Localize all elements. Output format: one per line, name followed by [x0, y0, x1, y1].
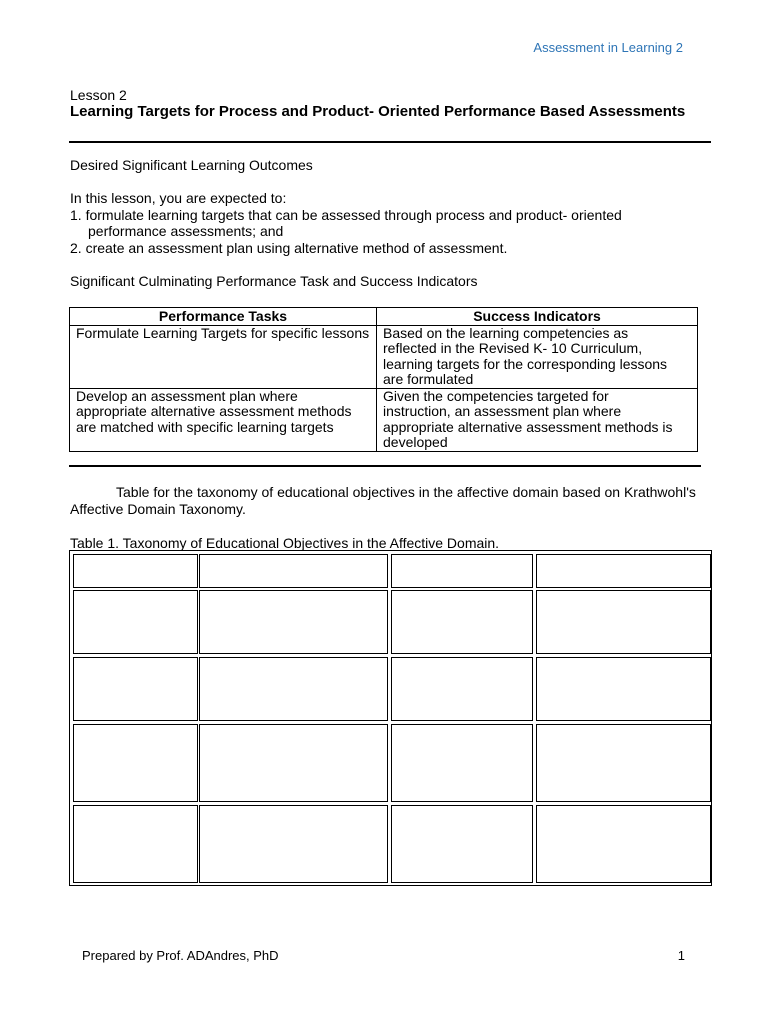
taxonomy-cell: [73, 554, 198, 588]
task-cell: [70, 325, 377, 388]
cell-line: Given the competencies targeted for: [383, 387, 609, 404]
taxonomy-cell: [536, 657, 711, 721]
cell-line: Develop an assessment plan where: [76, 387, 298, 404]
taxonomy-cell: [73, 590, 198, 654]
page-number: 1: [677, 948, 685, 963]
cell-line: appropriate alternative assessment methods is: [383, 418, 673, 435]
section-divider: [69, 465, 701, 467]
cell-line: reflected in the Revised K- 10 Curriculum,: [383, 340, 643, 356]
column-header: Performance Tasks: [70, 308, 377, 326]
indicator-cell: [377, 388, 698, 451]
task-section-heading: Significant Culminating Performance Task and Success Indicators: [70, 273, 478, 289]
cell-line: Based on the learning competencies as: [383, 324, 629, 341]
cell-line: developed: [383, 434, 448, 450]
cell-line: instruction, an assessment plan where: [383, 403, 622, 419]
taxonomy-cell: [73, 657, 198, 721]
cell-line: appropriate alternative assessment methods: [76, 403, 352, 419]
taxonomy-cell: [73, 724, 198, 802]
table-row: [70, 325, 698, 388]
taxonomy-cell: [73, 805, 198, 883]
taxonomy-cell: [199, 590, 388, 654]
table-caption: Table 1. Taxonomy of Educational Objectives in the Affective Domain.: [70, 535, 500, 551]
lesson-title: Learning Targets for Process and Product- Oriented Performance Based Assessments: [70, 103, 686, 120]
task-cell: [70, 388, 377, 451]
outcomes-intro: In this lesson, you are expected to:: [70, 190, 287, 206]
taxonomy-cell: [199, 657, 388, 721]
taxonomy-cell: [199, 554, 388, 588]
outcome-item-1: 1. formulate learning targets that can be assessed through process and product- oriented: [70, 207, 622, 223]
taxonomy-table: [69, 550, 712, 886]
performance-task-table: [69, 307, 698, 452]
taxonomy-paragraph: [70, 484, 710, 518]
taxonomy-cell: [391, 805, 533, 883]
taxonomy-cell: [391, 554, 533, 588]
indicator-cell: [377, 325, 698, 388]
outcomes-heading: Desired Significant Learning Outcomes: [70, 157, 313, 173]
taxonomy-cell: [536, 724, 711, 802]
taxonomy-cell: [391, 590, 533, 654]
outcome-item-2: 2. create an assessment plan using alternative method of assessment.: [70, 240, 508, 256]
cell-line: learning targets for the corresponding lessons: [383, 355, 668, 372]
title-divider: [69, 141, 711, 143]
cell-line: Formulate Learning Targets for specific lessons: [76, 324, 370, 341]
footer-prepared-by: Prepared by Prof. ADAndres, PhD: [82, 948, 279, 963]
taxonomy-cell: [391, 724, 533, 802]
paragraph-line: Affective Domain Taxonomy.: [70, 501, 246, 517]
taxonomy-cell: [391, 657, 533, 721]
taxonomy-cell: [536, 805, 711, 883]
table-row: [70, 388, 698, 451]
cell-line: are formulated: [383, 371, 474, 387]
taxonomy-cell: [199, 805, 388, 883]
paragraph-line: Table for the taxonomy of educational objectives in the affective domain based on Krathwohl's: [116, 484, 696, 500]
taxonomy-cell: [536, 554, 711, 588]
cell-line: are matched with specific learning targets: [76, 418, 334, 435]
running-header: Assessment in Learning 2: [533, 40, 683, 55]
outcome-item-1-cont: performance assessments; and: [88, 223, 284, 239]
taxonomy-cell: [199, 724, 388, 802]
taxonomy-cell: [536, 590, 711, 654]
column-header: Success Indicators: [377, 308, 698, 326]
lesson-number: Lesson 2: [70, 87, 127, 103]
